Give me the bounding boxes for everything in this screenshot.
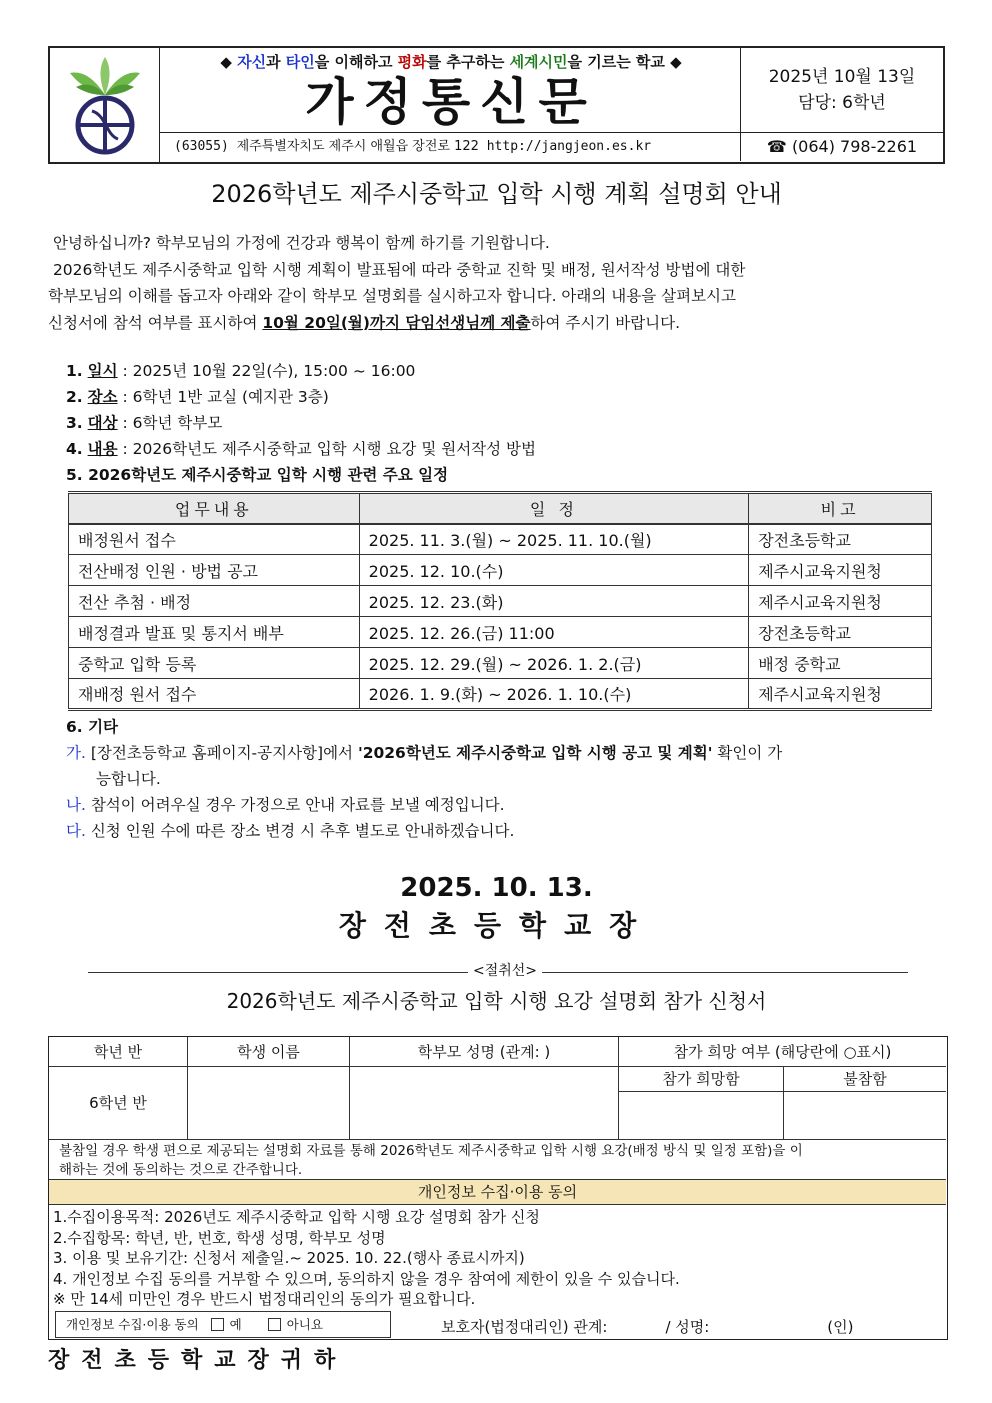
info-item-schedule-heading: 5. 2026학년도 제주시중학교 입학 시행 관련 주요 일정 bbox=[66, 466, 449, 484]
info-list bbox=[66, 358, 936, 488]
school-url[interactable]: http://jangjeon.es.kr bbox=[486, 139, 652, 154]
application-form bbox=[48, 1036, 948, 1340]
table-row bbox=[69, 679, 932, 710]
table-row bbox=[69, 648, 932, 679]
cut-line-left bbox=[88, 972, 472, 973]
note-b: 나. 참석이 어려우실 경우 가정으로 안내 자료를 보낼 예정입니다. bbox=[66, 796, 505, 814]
cell-note: 장전초등학교 bbox=[749, 617, 932, 648]
agree-yes-checkbox[interactable] bbox=[211, 1318, 224, 1331]
cell-task: 전산 추첨 · 배정 bbox=[69, 586, 360, 617]
info-item-target: 3. 대상 : 6학년 학부모 bbox=[66, 414, 223, 432]
motto-word-self: 자신 bbox=[237, 53, 267, 71]
info-item-content: 4. 내용 : 2026학년도 제주시중학교 입학 시행 요강 및 원서작성 방법 bbox=[66, 440, 536, 458]
other-notes bbox=[66, 714, 946, 844]
privacy-agree-box: 개인정보 수집·이용 동의 예 아니요 bbox=[55, 1311, 391, 1338]
cell-note: 제주시교육지원청 bbox=[749, 586, 932, 617]
agree-yes-label: 예 bbox=[229, 1317, 242, 1332]
header-class: 학년 반 bbox=[49, 1037, 188, 1067]
cell-task: 배정원서 접수 bbox=[69, 524, 360, 555]
cut-line-label: <절취선> bbox=[468, 961, 542, 981]
note-a: 가. [장전초등학교 홈페이지-공지사항]에서 '2026학년도 제주시중학교 입학 시행 공고 및 계획' 확인이 가 bbox=[66, 744, 783, 762]
agree-no-checkbox[interactable] bbox=[268, 1318, 281, 1331]
issue-author: 담당: 6학년 bbox=[798, 93, 886, 113]
application-form-title: 2026학년도 제주시중학교 입학 시행 요강 설명회 참가 신청서 bbox=[226, 989, 767, 1013]
other-notes-heading: 6. 기타 bbox=[66, 718, 119, 736]
parent-name-field[interactable] bbox=[350, 1067, 619, 1140]
schedule-table bbox=[68, 491, 932, 711]
principal-signature: 장전초등학교장 bbox=[338, 909, 655, 942]
issue-date: 2025년 10월 13일 bbox=[768, 67, 916, 87]
newsletter-title: 가정통신문 bbox=[305, 73, 597, 131]
header-attendance: 참가 희망 여부 (해당란에 ○표시) bbox=[619, 1037, 946, 1067]
issue-info bbox=[740, 48, 943, 132]
col-task: 업무내용 bbox=[69, 493, 360, 524]
cut-line-right bbox=[538, 972, 908, 973]
note-c: 다. 신청 인원 수에 따른 장소 변경 시 추후 별도로 안내하겠습니다. bbox=[66, 822, 515, 840]
guardian-signature-line: 보호자(법정대리인) 관계: / 성명: (인) bbox=[441, 1318, 854, 1336]
info-item-datetime: 1. 일시 : 2025년 10월 22일(수), 15:00 ~ 16:00 bbox=[66, 362, 416, 380]
header-attend-yes: 참가 희망함 bbox=[619, 1067, 784, 1092]
cell-note: 배정 중학교 bbox=[749, 648, 932, 679]
motto-word-others: 타인 bbox=[285, 53, 315, 71]
cell-note: 장전초등학교 bbox=[749, 524, 932, 555]
col-note: 비고 bbox=[749, 493, 932, 524]
absence-consent-note: 불참일 경우 학생 편으로 제공되는 설명회 자료를 통해 2026학년도 제주시중학교 입학 시행 요강(배정 방식 및 일정 포함)을 이 해하는 것에 동의하는 것으로 간주합니다. bbox=[49, 1140, 946, 1180]
cell-task: 재배정 원서 접수 bbox=[69, 679, 360, 710]
cell-task: 중학교 입학 등록 bbox=[69, 648, 360, 679]
table-row bbox=[69, 617, 932, 648]
info-item-place: 2. 장소 : 6학년 1반 교실 (예지관 3층) bbox=[66, 388, 329, 406]
document-title: 2026학년도 제주시중학교 입학 시행 계획 설명회 안내 bbox=[211, 180, 782, 208]
school-logo bbox=[50, 48, 160, 162]
attend-yes-field[interactable] bbox=[619, 1092, 784, 1140]
header-student-name: 학생 이름 bbox=[188, 1037, 350, 1067]
col-date: 일 정 bbox=[359, 493, 749, 524]
schedule-header-row bbox=[69, 493, 932, 524]
cut-line bbox=[88, 963, 908, 979]
school-address: (63055) 제주특별자치도 제주시 애월읍 장전로 122 http://jangjeon.es.kr bbox=[174, 139, 652, 154]
contact-row bbox=[160, 132, 943, 162]
class-field[interactable]: 6학년 반 bbox=[49, 1067, 188, 1140]
letter-header bbox=[48, 46, 945, 164]
cell-task: 전산배정 인원 · 방법 공고 bbox=[69, 555, 360, 586]
addressed-to-principal: 장전초등학교장귀하 bbox=[48, 1348, 348, 1373]
cell-task: 배정결과 발표 및 통지서 배부 bbox=[69, 617, 360, 648]
cell-note: 제주시교육지원청 bbox=[749, 679, 932, 710]
student-name-field[interactable] bbox=[188, 1067, 350, 1140]
privacy-items: 2.수집항목: 학년, 반, 번호, 학생 성명, 학부모 성명 bbox=[53, 1228, 386, 1247]
privacy-consent-details bbox=[53, 1207, 943, 1310]
table-row bbox=[69, 524, 932, 555]
table-row bbox=[69, 586, 932, 617]
privacy-minor-notice: ※ 만 14세 미만인 경우 반드시 법정대리인의 동의가 필요합니다. bbox=[53, 1290, 476, 1308]
school-emblem-icon bbox=[62, 55, 148, 155]
privacy-refusal: 4. 개인정보 수집 동의를 거부할 수 있으며, 동의하지 않을 경우 참여에 제한이 있을 수 있습니다. bbox=[53, 1269, 680, 1288]
school-motto: ◆ 자신과 타인을 이해하고 평화를 추구하는 세계시민을 기르는 학교 ◆ bbox=[220, 53, 682, 71]
header-attend-no: 불참함 bbox=[784, 1067, 946, 1092]
cell-date: 2025. 12. 29.(월) ~ 2026. 1. 2.(금) bbox=[359, 648, 749, 679]
attend-no-field[interactable] bbox=[784, 1092, 946, 1140]
school-phone: ☎ (064) 798-2261 bbox=[740, 133, 943, 161]
signature-date: 2025. 10. 13. bbox=[400, 873, 593, 903]
cell-date: 2025. 12. 23.(화) bbox=[359, 586, 749, 617]
note-a-continued: 능합니다. bbox=[96, 770, 161, 788]
phone-icon: ☎ bbox=[766, 137, 787, 156]
cell-date: 2025. 12. 26.(금) 11:00 bbox=[359, 617, 749, 648]
privacy-period: 3. 이용 및 보유기간: 신청서 제출일.~ 2025. 10. 22.(행사 종료시까지) bbox=[53, 1249, 525, 1267]
agree-no-label: 아니요 bbox=[286, 1317, 323, 1332]
motto-word-global-citizen: 세계시민 bbox=[509, 53, 568, 71]
cell-date: 2026. 1. 9.(화) ~ 2026. 1. 10.(수) bbox=[359, 679, 749, 710]
table-row bbox=[69, 555, 932, 586]
header-parent-name: 학부모 성명 (관계: ) bbox=[350, 1037, 619, 1067]
motto-word-peace: 평화 bbox=[397, 53, 427, 71]
privacy-consent-heading: 개인정보 수집·이용 동의 bbox=[49, 1180, 946, 1205]
cell-date: 2025. 12. 10.(수) bbox=[359, 555, 749, 586]
cell-note: 제주시교육지원청 bbox=[749, 555, 932, 586]
intro-paragraph: 안녕하십니까? 학부모님의 가정에 건강과 행복이 함께 하기를 기원합니다. 2026학년도 제주시중학교 입학 시행 계획이 발표됨에 따라 중학교 진학 및 배정, 원서작성 방법에 대한 학부모님의 이해를 돕고자 아래와 같이 학부모 설명회를 실시하고자 합니다. 아래의 내용을 살펴보시고 신청서에 참석 여부를 표시하여 10월 20일(월)까지 담임선생님께 제출하여 주시기 바랍니다. bbox=[48, 234, 746, 332]
cell-date: 2025. 11. 3.(월) ~ 2025. 11. 10.(월) bbox=[359, 524, 749, 555]
submission-deadline: 10월 20일(월)까지 담임선생님께 제출 bbox=[262, 313, 531, 332]
privacy-purpose: 1.수집이용목적: 2026년도 제주시중학교 입학 시행 요강 설명회 참가 신청 bbox=[53, 1208, 540, 1226]
